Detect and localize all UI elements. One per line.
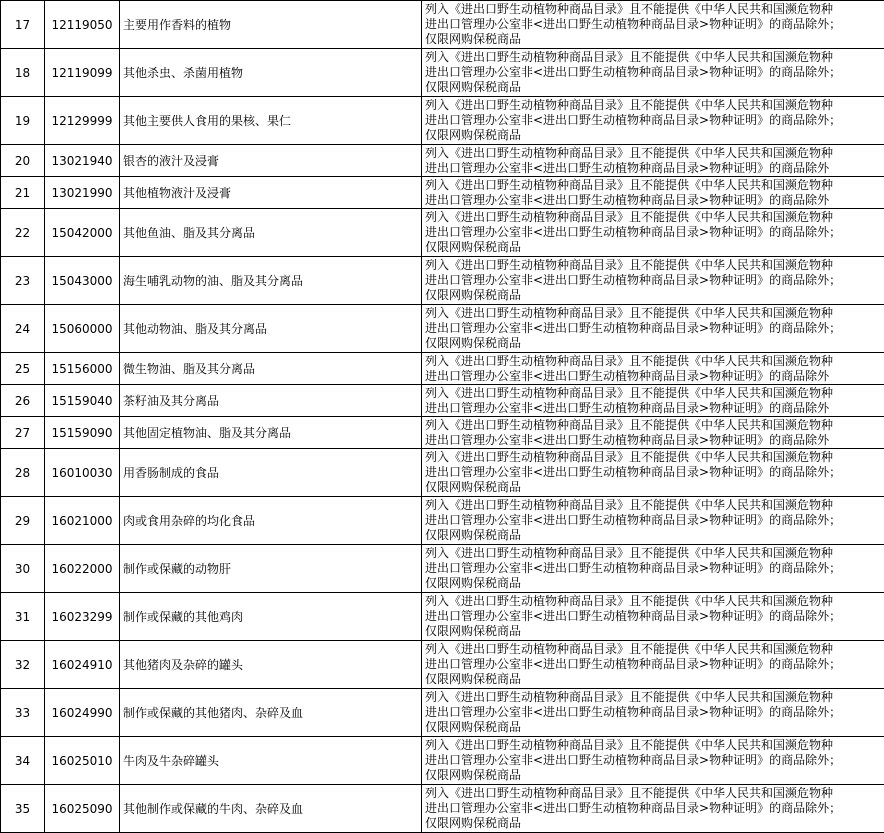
tariff-code-cell: 12119099 [45,49,120,97]
table-row [1,385,884,417]
row-index-cell: 26 [1,385,45,417]
remark-line-3: 仅限网购保税商品 [425,672,522,686]
remark-line-3: 仅限网购保税商品 [425,768,522,782]
remark-line-1: 列入《进出口野生动植物种商品目录》且不能提供《中华人民共和国濒危物种 [425,385,834,400]
remark-line-2: 进出口管理办公室非<进出口野生动植物种商品目录>物种证明》的商品除外； [425,113,842,127]
tariff-code-cell: 15060000 [45,305,120,353]
tariff-code-cell: 16025010 [45,737,120,785]
tariff-code-cell: 16021000 [45,497,120,545]
remark-cell [422,353,884,385]
remark-cell [422,737,884,785]
remark-line-3: 仅限网购保税商品 [425,80,522,94]
remark-line-2: 进出口管理办公室非<进出口野生动植物种商品目录>物种证明》的商品除外； [425,705,842,719]
remark-cell [422,305,884,353]
tariff-code-cell: 15159040 [45,385,120,417]
row-index-cell: 19 [1,97,45,145]
remark-cell [422,689,884,737]
remark-line-2: 进出口管理办公室非<进出口野生动植物种商品目录>物种证明》的商品除外； [425,17,842,31]
remark-line-2: 进出口管理办公室非<进出口野生动植物种商品目录>物种证明》的商品除外； [425,321,842,335]
remark-line-1: 列入《进出口野生动植物种商品目录》且不能提供《中华人民共和国濒危物种 [425,306,834,320]
goods-name-cell: 茶籽油及其分离品 [120,385,422,417]
remark-line-3: 仅限网购保税商品 [425,624,522,638]
remark-line-3: 仅限网购保税商品 [425,480,522,494]
row-index-cell: 32 [1,641,45,689]
goods-name-cell: 其他猪肉及杂碎的罐头 [120,641,422,689]
remark-line-2: 进出口管理办公室非<进出口野生动植物种商品目录>物种证明》的商品除外； [425,465,842,479]
table-row [1,49,884,97]
row-index-cell: 27 [1,417,45,449]
goods-name-cell: 银杏的液汁及浸膏 [120,145,422,177]
remark-cell [422,209,884,257]
table-row [1,497,884,545]
table-body [1,1,884,833]
tariff-code-cell: 16010030 [45,449,120,497]
tariff-code-cell: 12129999 [45,97,120,145]
row-index-cell: 21 [1,177,45,209]
table-row [1,257,884,305]
table-row [1,593,884,641]
row-index-cell: 35 [1,785,45,833]
remark-line-2: 进出口管理办公室非<进出口野生动植物种商品目录>物种证明》的商品除外 [425,400,830,415]
table-row [1,145,884,177]
table-row [1,1,884,49]
remark-line-3: 仅限网购保税商品 [425,128,522,142]
goods-name-cell: 其他杀虫、杀菌用植物 [120,49,422,97]
table-row [1,97,884,145]
remark-cell [422,257,884,305]
row-index-cell: 31 [1,593,45,641]
goods-name-cell: 用香肠制成的食品 [120,449,422,497]
remark-line-3: 仅限网购保税商品 [425,336,522,350]
row-index-cell: 20 [1,145,45,177]
remark-line-2: 进出口管理办公室非<进出口野生动植物种商品目录>物种证明》的商品除外 [425,368,830,383]
remark-line-1: 列入《进出口野生动植物种商品目录》且不能提供《中华人民共和国濒危物种 [425,98,834,112]
remark-cell [422,177,884,209]
remark-line-1: 列入《进出口野生动植物种商品目录》且不能提供《中华人民共和国濒危物种 [425,50,834,64]
remark-line-1: 列入《进出口野生动植物种商品目录》且不能提供《中华人民共和国濒危物种 [425,210,834,224]
row-index-cell: 25 [1,353,45,385]
tariff-code-cell: 16022000 [45,545,120,593]
remark-line-1: 列入《进出口野生动植物种商品目录》且不能提供《中华人民共和国濒危物种 [425,786,834,800]
goods-name-cell: 制作或保藏的其他猪肉、杂碎及血 [120,689,422,737]
table-row [1,353,884,385]
row-index-cell: 33 [1,689,45,737]
remark-line-1: 列入《进出口野生动植物种商品目录》且不能提供《中华人民共和国濒危物种 [425,2,834,16]
table-row [1,545,884,593]
remark-cell [422,593,884,641]
goods-name-cell: 海生哺乳动物的油、脂及其分离品 [120,257,422,305]
row-index-cell: 29 [1,497,45,545]
remark-line-2: 进出口管理办公室非<进出口野生动植物种商品目录>物种证明》的商品除外； [425,561,842,575]
remark-line-2: 进出口管理办公室非<进出口野生动植物种商品目录>物种证明》的商品除外； [425,657,842,671]
remark-line-1: 列入《进出口野生动植物种商品目录》且不能提供《中华人民共和国濒危物种 [425,145,834,160]
remark-cell [422,497,884,545]
row-index-cell: 18 [1,49,45,97]
remark-cell [422,1,884,49]
goods-name-cell: 肉或食用杂碎的均化食品 [120,497,422,545]
remark-line-1: 列入《进出口野生动植物种商品目录》且不能提供《中华人民共和国濒危物种 [425,594,834,608]
row-index-cell: 24 [1,305,45,353]
tariff-code-cell: 15156000 [45,353,120,385]
remark-line-2: 进出口管理办公室非<进出口野生动植物种商品目录>物种证明》的商品除外 [425,192,830,207]
remark-line-1: 列入《进出口野生动植物种商品目录》且不能提供《中华人民共和国濒危物种 [425,177,834,192]
goods-name-cell: 制作或保藏的动物肝 [120,545,422,593]
tariff-code-cell: 16025090 [45,785,120,833]
remark-cell [422,417,884,449]
table-row [1,417,884,449]
remark-line-2: 进出口管理办公室非<进出口野生动植物种商品目录>物种证明》的商品除外； [425,225,842,239]
remark-line-3: 仅限网购保税商品 [425,32,522,46]
remark-line-1: 列入《进出口野生动植物种商品目录》且不能提供《中华人民共和国濒危物种 [425,498,834,512]
goods-name-cell: 其他主要供人食用的果核、果仁 [120,97,422,145]
tariff-code-cell: 16023299 [45,593,120,641]
remark-line-2: 进出口管理办公室非<进出口野生动植物种商品目录>物种证明》的商品除外； [425,273,842,287]
remark-cell [422,385,884,417]
remark-line-2: 进出口管理办公室非<进出口野生动植物种商品目录>物种证明》的商品除外 [425,432,830,447]
remark-line-1: 列入《进出口野生动植物种商品目录》且不能提供《中华人民共和国濒危物种 [425,353,834,368]
remark-line-2: 进出口管理办公室非<进出口野生动植物种商品目录>物种证明》的商品除外； [425,753,842,767]
goods-name-cell: 微生物油、脂及其分离品 [120,353,422,385]
goods-name-cell: 其他制作或保藏的牛肉、杂碎及血 [120,785,422,833]
row-index-cell: 30 [1,545,45,593]
remark-line-1: 列入《进出口野生动植物种商品目录》且不能提供《中华人民共和国濒危物种 [425,417,834,432]
goods-name-cell: 牛肉及牛杂碎罐头 [120,737,422,785]
remark-line-2: 进出口管理办公室非<进出口野生动植物种商品目录>物种证明》的商品除外； [425,65,842,79]
remark-cell [422,49,884,97]
remark-line-2: 进出口管理办公室非<进出口野生动植物种商品目录>物种证明》的商品除外； [425,609,842,623]
remark-line-1: 列入《进出口野生动植物种商品目录》且不能提供《中华人民共和国濒危物种 [425,642,834,656]
goods-name-cell: 其他鱼油、脂及其分离品 [120,209,422,257]
goods-name-cell: 其他固定植物油、脂及其分离品 [120,417,422,449]
remark-line-3: 仅限网购保税商品 [425,528,522,542]
tariff-code-cell: 15042000 [45,209,120,257]
remark-line-3: 仅限网购保税商品 [425,288,522,302]
tariff-code-cell: 13021940 [45,145,120,177]
remark-line-3: 仅限网购保税商品 [425,720,522,734]
table-row [1,641,884,689]
tariff-code-cell: 12119050 [45,1,120,49]
remark-line-3: 仅限网购保税商品 [425,240,522,254]
table-row [1,449,884,497]
remark-cell [422,97,884,145]
remark-line-1: 列入《进出口野生动植物种商品目录》且不能提供《中华人民共和国濒危物种 [425,690,834,704]
table-row [1,305,884,353]
remark-line-1: 列入《进出口野生动植物种商品目录》且不能提供《中华人民共和国濒危物种 [425,546,834,560]
remark-line-2: 进出口管理办公室非<进出口野生动植物种商品目录>物种证明》的商品除外； [425,513,842,527]
remark-line-3: 仅限网购保税商品 [425,576,522,590]
table-row [1,785,884,833]
table-row [1,689,884,737]
row-index-cell: 22 [1,209,45,257]
remark-cell [422,641,884,689]
row-index-cell: 28 [1,449,45,497]
row-index-cell: 34 [1,737,45,785]
tariff-code-cell: 15043000 [45,257,120,305]
remark-line-1: 列入《进出口野生动植物种商品目录》且不能提供《中华人民共和国濒危物种 [425,258,834,272]
row-index-cell: 17 [1,1,45,49]
table-row [1,177,884,209]
remark-cell [422,785,884,833]
tariff-code-cell: 15159090 [45,417,120,449]
remark-line-1: 列入《进出口野生动植物种商品目录》且不能提供《中华人民共和国濒危物种 [425,450,834,464]
goods-name-cell: 主要用作香料的植物 [120,1,422,49]
goods-name-cell: 制作或保藏的其他鸡肉 [120,593,422,641]
table-row [1,209,884,257]
remark-cell [422,145,884,177]
remark-line-1: 列入《进出口野生动植物种商品目录》且不能提供《中华人民共和国濒危物种 [425,738,834,752]
goods-name-cell: 其他动物油、脂及其分离品 [120,305,422,353]
tariff-code-cell: 16024910 [45,641,120,689]
remark-line-2: 进出口管理办公室非<进出口野生动植物种商品目录>物种证明》的商品除外 [425,160,830,175]
table-row [1,737,884,785]
remark-cell [422,545,884,593]
tariff-code-cell: 16024990 [45,689,120,737]
remark-line-3: 仅限网购保税商品 [425,816,522,830]
remark-cell [422,449,884,497]
goods-name-cell: 其他植物液汁及浸膏 [120,177,422,209]
row-index-cell: 23 [1,257,45,305]
remark-line-2: 进出口管理办公室非<进出口野生动植物种商品目录>物种证明》的商品除外； [425,801,842,815]
tariff-code-cell: 13021990 [45,177,120,209]
